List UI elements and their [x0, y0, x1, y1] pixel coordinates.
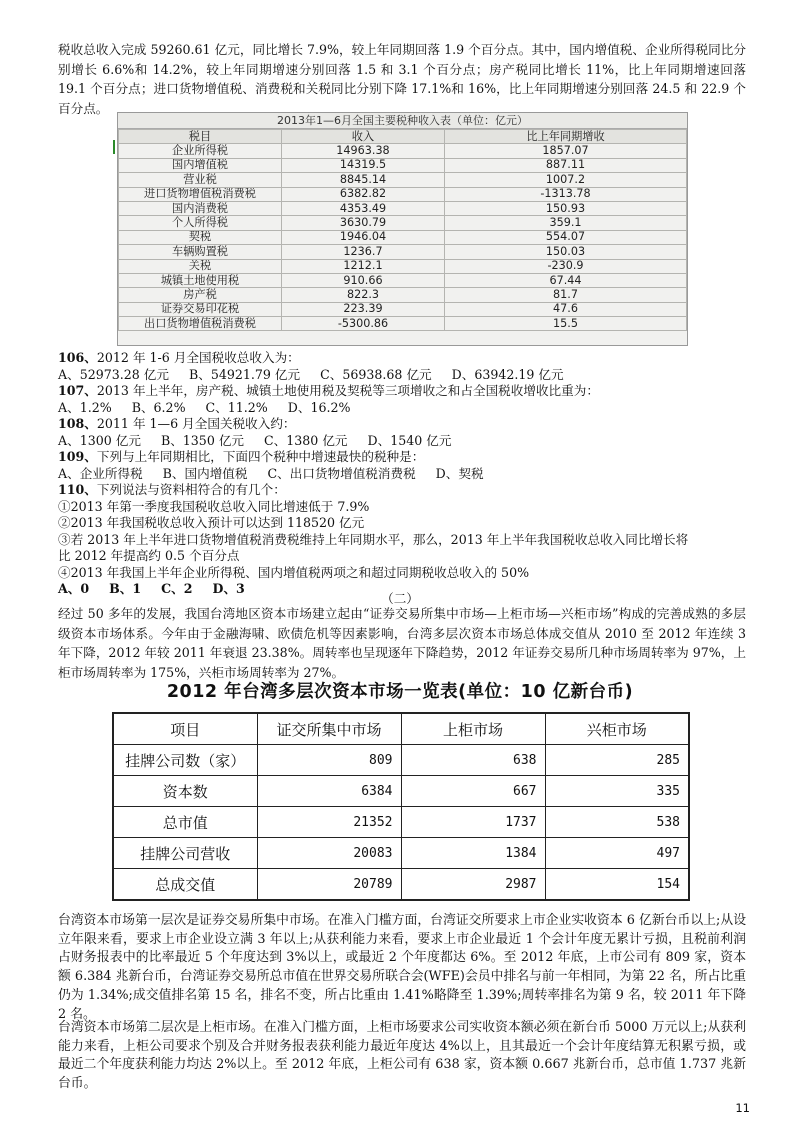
statement-item: ④2013 年我国上半年企业所得税、国内增值税两项之和超过同期税收总收入的 50% [58, 565, 530, 580]
tax-table-grid [118, 129, 687, 331]
table-row [113, 776, 689, 807]
table-cell: 81.7 [445, 288, 687, 302]
table-cell: 223.39 [282, 302, 445, 316]
table-cell: 20789 [257, 869, 401, 901]
table-cell: 150.93 [445, 201, 687, 215]
table-cell: 20083 [257, 838, 401, 869]
table-cell: 538 [545, 807, 689, 838]
table-cell: 个人所得税 [119, 216, 282, 230]
question-107-options [58, 399, 758, 416]
table-cell: 497 [545, 838, 689, 869]
question-106 [58, 349, 758, 366]
market-table-title: 2012 年台湾多层次资本市场一览表(单位：10 亿新台币) [166, 682, 634, 702]
table-cell: 关税 [119, 259, 282, 273]
option: A、52973.28 亿元 [58, 367, 169, 382]
option: C、2 [161, 581, 193, 596]
table-cell: 285 [545, 745, 689, 776]
question-number: 107、 [58, 383, 97, 398]
intro-paragraph: 税收总收入完成 59260.61 亿元，同比增长 7.9%，较上年同期回落 1.9 个百分点。其中，国内增值税、企业所得税同比分别增长 6.6%和 14.2%，较上年同期增速分别回落 1.5 和 3.1 个百分点；房产税同比增长 11%，比上年同期增速回落 19.1 个百分点；进口货物增值税、消费税和关税同比分别下降 17.1%和 16%，比上年同期增速分别回落 24.5 和 22.9 个百分点。 [58, 42, 746, 116]
option: A、1300 亿元 [58, 433, 141, 448]
row-header: 挂牌公司数（家） [113, 745, 257, 776]
table-header-row [119, 130, 687, 144]
question-106-options [58, 366, 758, 383]
table-cell: -230.9 [445, 259, 687, 273]
column-header: 兴柜市场 [545, 713, 689, 745]
table-cell: 2987 [401, 869, 545, 901]
table-cell: 47.6 [445, 302, 687, 316]
table-cell: 14963.38 [282, 144, 445, 158]
table-cell: 359.1 [445, 216, 687, 230]
table-cell: 1236.7 [282, 245, 445, 259]
table-cell: 国内增值税 [119, 158, 282, 172]
statement-item: ③若 2013 年上半年进口货物增值税消费税维持上年同期水平，那么，2013 年上半年我国税收总收入同比增长将 [58, 532, 689, 547]
table-row [119, 201, 687, 215]
table-cell: 营业税 [119, 173, 282, 187]
table-row [119, 317, 687, 331]
option: B、6.2% [131, 400, 186, 415]
statement-item: ②2013 年我国税收总收入预计可以达到 118520 亿元 [58, 515, 365, 530]
table-cell: 14319.5 [282, 158, 445, 172]
row-header: 挂牌公司营收 [113, 838, 257, 869]
question-number: 106、 [58, 350, 97, 365]
table-cell: 21352 [257, 807, 401, 838]
option: B、国内增值税 [162, 466, 248, 481]
column-header: 收入 [282, 130, 445, 144]
table-cell: 638 [401, 745, 545, 776]
table-cell: 6384 [257, 776, 401, 807]
question-stem: 2012 年 1-6 月全国税收总收入为： [96, 350, 300, 365]
table-row [113, 807, 689, 838]
column-header: 税目 [119, 130, 282, 144]
tax-table-title: 2013年1—6月全国主要税种收入表（单位：亿元） [118, 113, 687, 129]
row-header: 总成交值 [113, 869, 257, 901]
first-tier-paragraph: 台湾资本市场第一层次是证券交易所集中市场。在准入门槛方面，台湾证交所要求上市企业实收资本 6 亿新台币以上;从设立年限来看，要求上市企业设立满 3 年以上;从获利能力来看，要求上市企业最近 1 个会计年度无累计亏损，且税前利润占财务报表中的比率最近 5 个年度达到 3%以上，或最近 2 个年度都达 6%。至 2012 年底，上市公司有 809 家，资本额 6.384 兆新台币，台湾证券交易所总市值在世界交易所联合会(WFE)会员中排名与前一年相同，为第 22 名，所占比重仍为 1.34%;成交值排名第 15 名，排名不变，所占比重由 1.41%略降至 1.39%;周转率排名为第 9 名，较 2011 年下降 2 名。 [58, 913, 746, 1022]
table-cell: 房产税 [119, 288, 282, 302]
table-cell: 910.66 [282, 273, 445, 287]
option: D、契税 [435, 466, 484, 481]
table-cell: 554.07 [445, 230, 687, 244]
option: C、11.2% [205, 400, 268, 415]
table-row [113, 838, 689, 869]
table-cell: 车辆购置税 [119, 245, 282, 259]
tax-revenue-table [117, 112, 688, 346]
option: D、63942.19 亿元 [451, 367, 564, 382]
table-cell: 1384 [401, 838, 545, 869]
question-number: 108、 [58, 416, 97, 431]
question-number: 109、 [58, 449, 97, 464]
table-cell: 67.44 [445, 273, 687, 287]
table-cell: 城镇土地使用税 [119, 273, 282, 287]
table-header-row [113, 713, 689, 745]
option: B、54921.79 亿元 [188, 367, 301, 382]
question-109-options [58, 465, 758, 482]
table-row [119, 230, 687, 244]
second-tier-paragraph: 台湾资本市场第二层次是上柜市场。在准入门槛方面，上柜市场要求公司实收资本额必须在新台币 5000 万元以上;从获利能力来看，上柜公司要求个别及合并财务报表获利能力最近年度达 4%以上，且其最近一个会计年度结算无积累亏损，或最近二个年度获利能力均达 2%以上。至 2012 年底，上柜公司有 638 家，资本额 0.667 兆新台币，总市值 1.737 兆新台币。 [58, 1020, 746, 1092]
question-109 [58, 448, 758, 465]
table-cell: -1313.78 [445, 187, 687, 201]
table-cell: 1857.07 [445, 144, 687, 158]
option: A、0 [58, 581, 90, 596]
table-row [119, 259, 687, 273]
section2-intro-paragraph: 经过 50 多年的发展，我国台湾地区资本市场建立起由“证券交易所集中市场—上柜市场—兴柜市场”构成的完善成熟的多层级资本市场体系。今年由于金融海啸、欧债危机等因素影响，台湾多层次资本市场总体成交值从 2010 至 2012 年连续 3 年下降，2012 年较 2011 年衰退 23.38%。周转率也呈现逐年下降趋势，2012 年证券交易所几种市场周转率为 97%，上柜市场周转率为 175%，兴柜市场周转率为 27%。 [58, 606, 746, 680]
table-cell: 1212.1 [282, 259, 445, 273]
table-cell: 8845.14 [282, 173, 445, 187]
table-cell: 887.11 [445, 158, 687, 172]
table-row [119, 187, 687, 201]
option: C、出口货物增值税消费税 [267, 466, 416, 481]
table-cell: 822.3 [282, 288, 445, 302]
table-edge-mark [113, 140, 115, 154]
table-cell: 6382.82 [282, 187, 445, 201]
table-cell: 809 [257, 745, 401, 776]
table-cell: 国内消费税 [119, 201, 282, 215]
table-cell: 1737 [401, 807, 545, 838]
table-cell: 15.5 [445, 317, 687, 331]
column-header: 上柜市场 [401, 713, 545, 745]
column-header: 比上年同期增收 [445, 130, 687, 144]
question-110 [58, 481, 758, 498]
table-cell: 证券交易印花税 [119, 302, 282, 316]
question-108-options [58, 432, 758, 449]
table-cell: 667 [401, 776, 545, 807]
table-cell: 150.03 [445, 245, 687, 259]
question-number: 110、 [58, 482, 97, 497]
option: D、3 [212, 581, 245, 596]
table-cell: 进口货物增值税消费税 [119, 187, 282, 201]
question-108 [58, 415, 758, 432]
table-row [113, 745, 689, 776]
option: A、企业所得税 [58, 466, 143, 481]
row-header: 资本数 [113, 776, 257, 807]
column-header: 证交所集中市场 [257, 713, 401, 745]
table-row [119, 216, 687, 230]
table-row [119, 245, 687, 259]
option: B、1350 亿元 [160, 433, 245, 448]
table-cell: -5300.86 [282, 317, 445, 331]
row-header: 总市值 [113, 807, 257, 838]
option: A、1.2% [58, 400, 112, 415]
table-row [119, 273, 687, 287]
option: D、1540 亿元 [367, 433, 452, 448]
question-stem: 下列与上年同期相比，下面四个税种中增速最快的税种是： [96, 449, 425, 464]
table-cell: 契税 [119, 230, 282, 244]
section-marker: （二） [381, 591, 419, 606]
table-cell: 1946.04 [282, 230, 445, 244]
question-stem: 下列说法与资料相符合的有几个： [96, 482, 286, 497]
table-cell: 154 [545, 869, 689, 901]
option: C、56938.68 亿元 [320, 367, 432, 382]
question-stem: 2011 年 1—6 月全国关税收入约： [96, 416, 296, 431]
column-header: 项目 [113, 713, 257, 745]
statement-item: 比 2012 年提高约 0.5 个百分点 [58, 548, 240, 563]
question-stem: 2013 年上半年，房产税、城镇土地使用税及契税等三项增收之和占全国税收增收比重为： [96, 383, 599, 398]
table-row [119, 288, 687, 302]
statement-item: ①2013 年第一季度我国税收总收入同比增速低于 7.9% [58, 499, 370, 514]
table-cell: 335 [545, 776, 689, 807]
table-cell: 4353.49 [282, 201, 445, 215]
table-cell: 企业所得税 [119, 144, 282, 158]
table-cell: 1007.2 [445, 173, 687, 187]
page-number: 11 [735, 1101, 750, 1115]
market-table [112, 712, 690, 901]
table-cell: 3630.79 [282, 216, 445, 230]
table-cell: 出口货物增值税消费税 [119, 317, 282, 331]
option: C、1380 亿元 [264, 433, 348, 448]
option: D、16.2% [287, 400, 351, 415]
table-row [119, 158, 687, 172]
option: B、1 [109, 581, 142, 596]
table-row [119, 173, 687, 187]
table-row [119, 302, 687, 316]
table-row [119, 144, 687, 158]
table-row [113, 869, 689, 901]
question-107 [58, 382, 758, 399]
